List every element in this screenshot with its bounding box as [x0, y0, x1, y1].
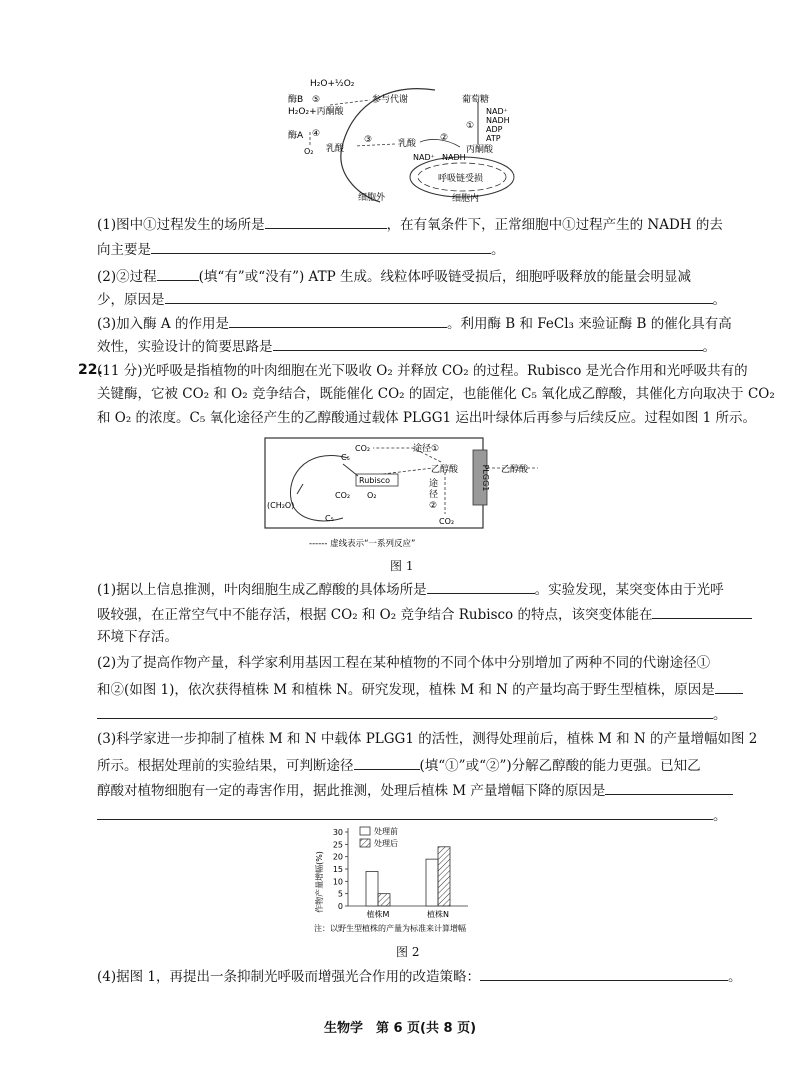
q21-part2-line1 [97, 267, 723, 286]
answer-blank[interactable] [97, 806, 713, 820]
label-two: ② [440, 133, 449, 143]
answer-blank[interactable] [652, 605, 752, 619]
label-one: ① [466, 121, 475, 131]
q22-part2-line2 [97, 680, 723, 699]
label-c5-top: C₅ [341, 453, 350, 462]
bar-after-0 [378, 894, 390, 906]
label-nadh-b: NADH [442, 153, 466, 162]
label-ch2o: (CH₂O) [267, 501, 295, 510]
text: 。 [713, 707, 727, 723]
answer-blank[interactable] [480, 967, 728, 981]
y-tick-label: 30 [332, 828, 343, 837]
cycle-arrow-left [297, 484, 303, 494]
answer-blank[interactable] [715, 680, 743, 694]
text: 。实验发现，某突变体由于光呼 [534, 582, 724, 598]
dashed-rubisco-to-glycolate [383, 468, 433, 474]
answer-blank[interactable] [265, 215, 387, 229]
q21-part3-line2 [97, 337, 723, 356]
legend-swatch-before [360, 827, 370, 835]
label-adp: ADP [486, 125, 503, 134]
label-nadh: NADH [486, 116, 510, 125]
calvin-cycle-arc [290, 456, 351, 521]
label-nad-plus-b: NAD⁺ [413, 153, 435, 162]
text: 。 [702, 339, 716, 355]
text: 效性，实验设计的简要思路是 [97, 339, 273, 355]
q22-stem-line1: (11 分)光呼吸是指植物的叶肉细胞在光下吸收 O₂ 并释放 CO₂ 的过程。Rubisco 是光合作用和光呼吸共有的 [97, 363, 748, 379]
label-lactate-in: 乳酸 [398, 139, 417, 149]
arrow-lactate-out [355, 144, 395, 146]
label-path2-b: 径 [429, 490, 439, 500]
label-to-metabolism: 参与代谢 [372, 95, 409, 105]
answer-blank[interactable] [157, 267, 199, 281]
text: 吸较强，在正常空气中不能存活，根据 CO₂ 和 O₂ 竞争结合 Rubisco 的特点，该突变体能在 [97, 607, 653, 623]
y-tick-label: 5 [337, 889, 343, 899]
label-glycolate-out: 乙醇酸 [501, 465, 529, 475]
q21-part1-line2 [97, 240, 723, 259]
q22-stem-line3: 和 O₂ 的浓度。C₅ 氧化途径产生的乙醇酸通过载体 PLGG1 运出叶绿体后再参与后续反应。过程如图 1 所示。 [97, 410, 757, 426]
text: (填“有”或“没有”) ATP 生成。线粒体呼吸链受损后，细胞呼吸释放的能量会明显减 [198, 269, 691, 285]
page-footer: 生物学 第 6 页(共 8 页) [323, 1021, 477, 1036]
q22-part4-line [97, 967, 742, 986]
bar-before-0 [366, 871, 378, 906]
q22-part2-line1: (2)为了提高作物产量，科学家利用基因工程在某种植物的不同个体中分别增加了两种不同的代谢途径① [97, 655, 711, 671]
answer-blank[interactable] [229, 314, 447, 328]
label-inside: 细胞内 [452, 194, 480, 204]
bar-after-1 [438, 847, 450, 906]
text: 和②(如图 1)，依次获得植株 M 和植株 N。研究发现，植株 M 和 N 的产量均高于野生型植株，原因是 [97, 682, 715, 698]
figure-caption: 图 2 [396, 945, 420, 959]
q22-part1-line2 [97, 605, 723, 624]
label-glucose: 葡萄糖 [462, 95, 490, 105]
label-nad-plus: NAD⁺ [486, 107, 508, 116]
answer-blank[interactable] [151, 240, 491, 254]
answer-blank[interactable] [97, 705, 713, 719]
text: (2)②过程 [97, 269, 157, 285]
text: 醇酸对植物细胞有一定的毒害作用，据此推测，处理后植株 M 产量增幅下降的原因是 [97, 783, 606, 799]
text: 向主要是 [97, 242, 151, 258]
x-category-label: 植株M [366, 910, 390, 919]
label-path2-a: 途 [429, 479, 439, 489]
label-atp: ATP [486, 134, 501, 143]
label-glycolate-in: 乙醇酸 [431, 465, 459, 475]
label-h2o2-pyruvate: H₂O₂+丙酮酸 [288, 107, 344, 117]
cell-metabolism-diagram [270, 72, 520, 205]
label-rubisco: Rubisco [359, 476, 391, 485]
q21-part2-line2 [97, 290, 726, 309]
figure-note: 注：以野生型植株的产量为标准来计算增幅 [314, 924, 466, 933]
label-three: ③ [364, 135, 373, 145]
label-enzyme-b: 酶B [288, 95, 304, 105]
text: (填“①”或“②”)分解乙醇酸的能力更强。已知乙 [419, 758, 701, 774]
q22-part1-line1 [97, 580, 723, 599]
q22-stem-line2: 关键酶，它被 CO₂ 和 O₂ 竞争结合，既能催化 CO₂ 的固定，也能催化 C₅ 氧化成乙醇酸，其催化方向取决于 CO₂ [97, 386, 775, 402]
figure-caption: 图 1 [390, 559, 414, 573]
label-four: ④ [312, 129, 321, 139]
answer-blank[interactable] [273, 337, 703, 351]
legend-swatch-after [360, 839, 370, 847]
label-o2: O₂ [367, 491, 377, 500]
q22-part3-line3 [97, 781, 723, 800]
text: ，在有氧条件下，正常细胞中①过程产生的 NADH 的去 [386, 217, 723, 233]
x-axis-categories [367, 909, 449, 919]
label-co2-mid: CO₂ [335, 491, 351, 500]
x-category-label: 植株N [427, 910, 449, 919]
text: 所示。根据处理前的实验结果，可判断途径 [97, 758, 354, 774]
question-number: 22. [78, 362, 103, 378]
q22-part3-line2 [97, 756, 723, 775]
label-o2: O₂ [304, 147, 314, 156]
text: (4)据图 1，再提出一条抑制光呼吸而增强光合作用的改造策略： [97, 969, 481, 985]
arrow-to-metabolism [330, 100, 370, 105]
q22-part2-line3 [97, 705, 727, 724]
label-co2-bottom: CO₂ [439, 517, 455, 526]
label-resp-chain: 呼吸链受损 [438, 174, 484, 184]
y-tick-label: 15 [332, 865, 343, 874]
legend-label-before: 处理前 [374, 827, 398, 836]
label-c5-bottom: C₅ [325, 514, 334, 523]
label-path1: 途径① [413, 444, 440, 454]
label-outside: 细胞外 [358, 193, 386, 203]
text: 。 [712, 292, 726, 308]
q21-part3-line1 [97, 314, 732, 333]
label-enzyme-a: 酶A [288, 131, 304, 141]
cell-membrane [341, 89, 435, 202]
legend-label-after: 处理后 [374, 839, 398, 848]
text: (1)据以上信息推测，叶肉细胞生成乙醇酸的具体场所是 [97, 582, 427, 598]
answer-blank[interactable] [605, 781, 733, 795]
text: 。利用酶 B 和 FeCl₃ 来验证酶 B 的催化具有高 [446, 316, 732, 332]
text: 少，原因是 [97, 292, 165, 308]
q22-part3-line1: (3)科学家进一步抑制了植株 M 和 N 中载体 PLGG1 的活性，测得处理前后，植株 M 和 N 的产量增幅如图 2 [97, 731, 758, 747]
label-co2-top: CO₂ [355, 444, 371, 453]
answer-blank[interactable] [354, 756, 420, 770]
text: (3)加入酶 A 的作用是 [97, 316, 229, 332]
photorespiration-diagram [263, 436, 538, 551]
q21-part1-line1 [97, 215, 723, 234]
label-path2-c: ② [429, 501, 438, 511]
q22-part1-line3: 环境下存活。 [97, 629, 178, 645]
text: 。 [713, 808, 727, 824]
text: 。 [728, 969, 742, 985]
label-lactate-out: 乳酸 [326, 144, 345, 154]
y-axis-label: 作物产量增幅(%) [315, 851, 324, 913]
text: (1)图中①过程发生的场所是 [97, 217, 265, 233]
label-pyruvate: 丙酮酸 [466, 145, 494, 155]
y-tick-label: 10 [332, 877, 343, 887]
bars [366, 847, 450, 906]
y-tick-label: 25 [332, 840, 343, 850]
answer-blank[interactable] [165, 290, 713, 304]
bar-before-1 [426, 859, 438, 906]
y-tick-label: 20 [332, 852, 343, 862]
label-h2o-half-o2: H₂O+½O₂ [310, 79, 355, 89]
yield-increase-bar-chart [300, 822, 530, 937]
legend-dashed: ------ 虚线表示“一系列反应” [309, 539, 416, 549]
label-plgg1: PLGG1 [481, 464, 490, 492]
y-tick-label: 0 [337, 902, 343, 911]
answer-blank[interactable] [427, 580, 535, 594]
label-five: ⑤ [312, 95, 321, 105]
text: 。 [491, 242, 505, 258]
